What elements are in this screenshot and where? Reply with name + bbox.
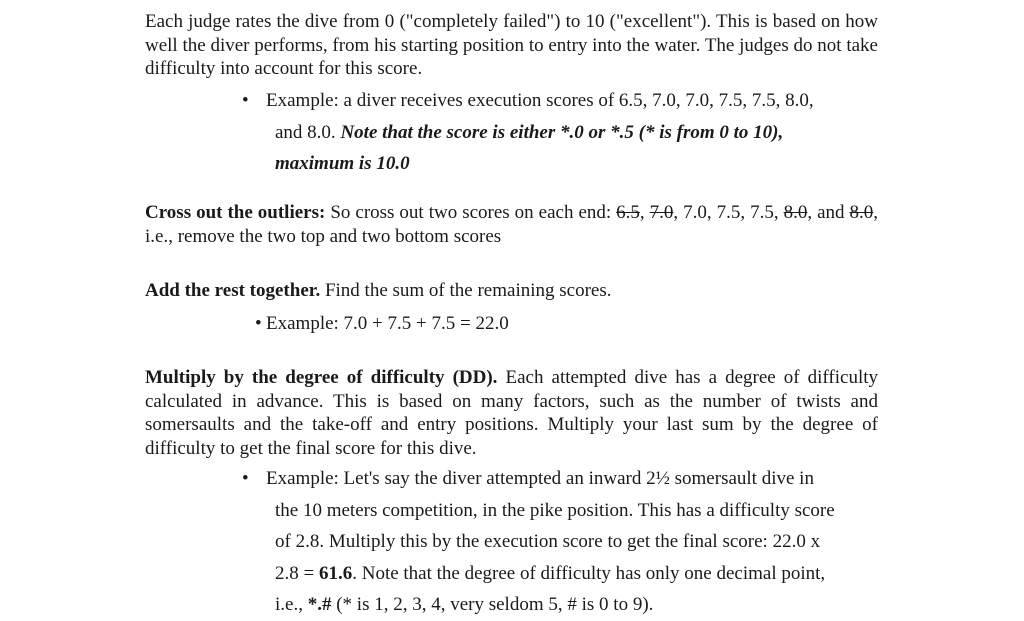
decimal-format: *.# bbox=[307, 594, 332, 616]
bullet-marker: • bbox=[242, 90, 249, 111]
example2-line4: 2.8 = 61.6. Note that the degree of difficulty has only one decimal point, bbox=[275, 562, 826, 584]
struck-score: 8.0 bbox=[849, 202, 874, 223]
add-rest-heading: Add the rest together. bbox=[145, 280, 321, 301]
example2-line1: Example: Let's say the diver attempted an inward 2½ somersault dive in bbox=[266, 468, 814, 489]
example2-line5: i.e., *.# (* is 1, 2, 3, 4, very seldom 5, # is 0 to 9). bbox=[275, 594, 654, 616]
example1-line1: Example: a diver receives execution scores of 6.5, 7.0, 7.0, 7.5, 7.5, 8.0, bbox=[266, 90, 814, 111]
struck-score: 8.0 bbox=[783, 202, 808, 223]
example2-line3: of 2.8. Multiply this by the execution score to get the final score: 22.0 x bbox=[275, 531, 821, 553]
struck-score: 7.0 bbox=[649, 202, 674, 223]
example1-line2: and 8.0. Note that the score is either *.0 or *.5 (* is from 0 to 10), bbox=[275, 121, 784, 143]
final-score: 61.6 bbox=[318, 562, 353, 584]
multiply-paragraph: Multiply by the degree of difficulty (DD). Each attempted dive has a degree of difficulty calculated in advance. This is based on many factors, such as the number of twists and somersaults and the take-off and entry positions. Multiply your last sum by the degree of difficulty to get the final score for this dive. bbox=[145, 367, 879, 459]
multiply-heading: Multiply by the degree of difficulty (DD). bbox=[145, 367, 498, 388]
add-rest-paragraph: Add the rest together. Find the sum of the remaining scores. bbox=[145, 280, 612, 301]
intro-paragraph: Each judge rates the dive from 0 ("completely failed") to 10 ("excellent"). This is based on how well the diver performs, from his starting position to entry into the water. The judges do not take difficulty into account for this score. bbox=[145, 11, 878, 79]
example-execution-scores bbox=[242, 85, 814, 180]
outliers-heading: Cross out the outliers: bbox=[145, 202, 326, 223]
struck-score: 6.5 bbox=[616, 202, 640, 223]
outliers-paragraph: Cross out the outliers: So cross out two scores on each end: 6.5, 7.0, 7.0, 7.5, 7.5, 8.0, and 8.0, i.e., remove the two top and two bottom scores bbox=[145, 202, 879, 247]
sum-example: Example: 7.0 + 7.5 + 7.5 = 22.0 bbox=[266, 313, 509, 334]
example2-line2: the 10 meters competition, in the pike position. This has a difficulty score bbox=[275, 499, 835, 521]
score-maximum-note: maximum is 10.0 bbox=[275, 153, 410, 175]
score-note: Note that the score is either *.0 or *.5 (* is from 0 to 10), bbox=[340, 121, 784, 143]
example-difficulty bbox=[242, 463, 835, 621]
bullet-marker: • bbox=[242, 468, 249, 489]
bullet-marker: • bbox=[255, 313, 262, 334]
